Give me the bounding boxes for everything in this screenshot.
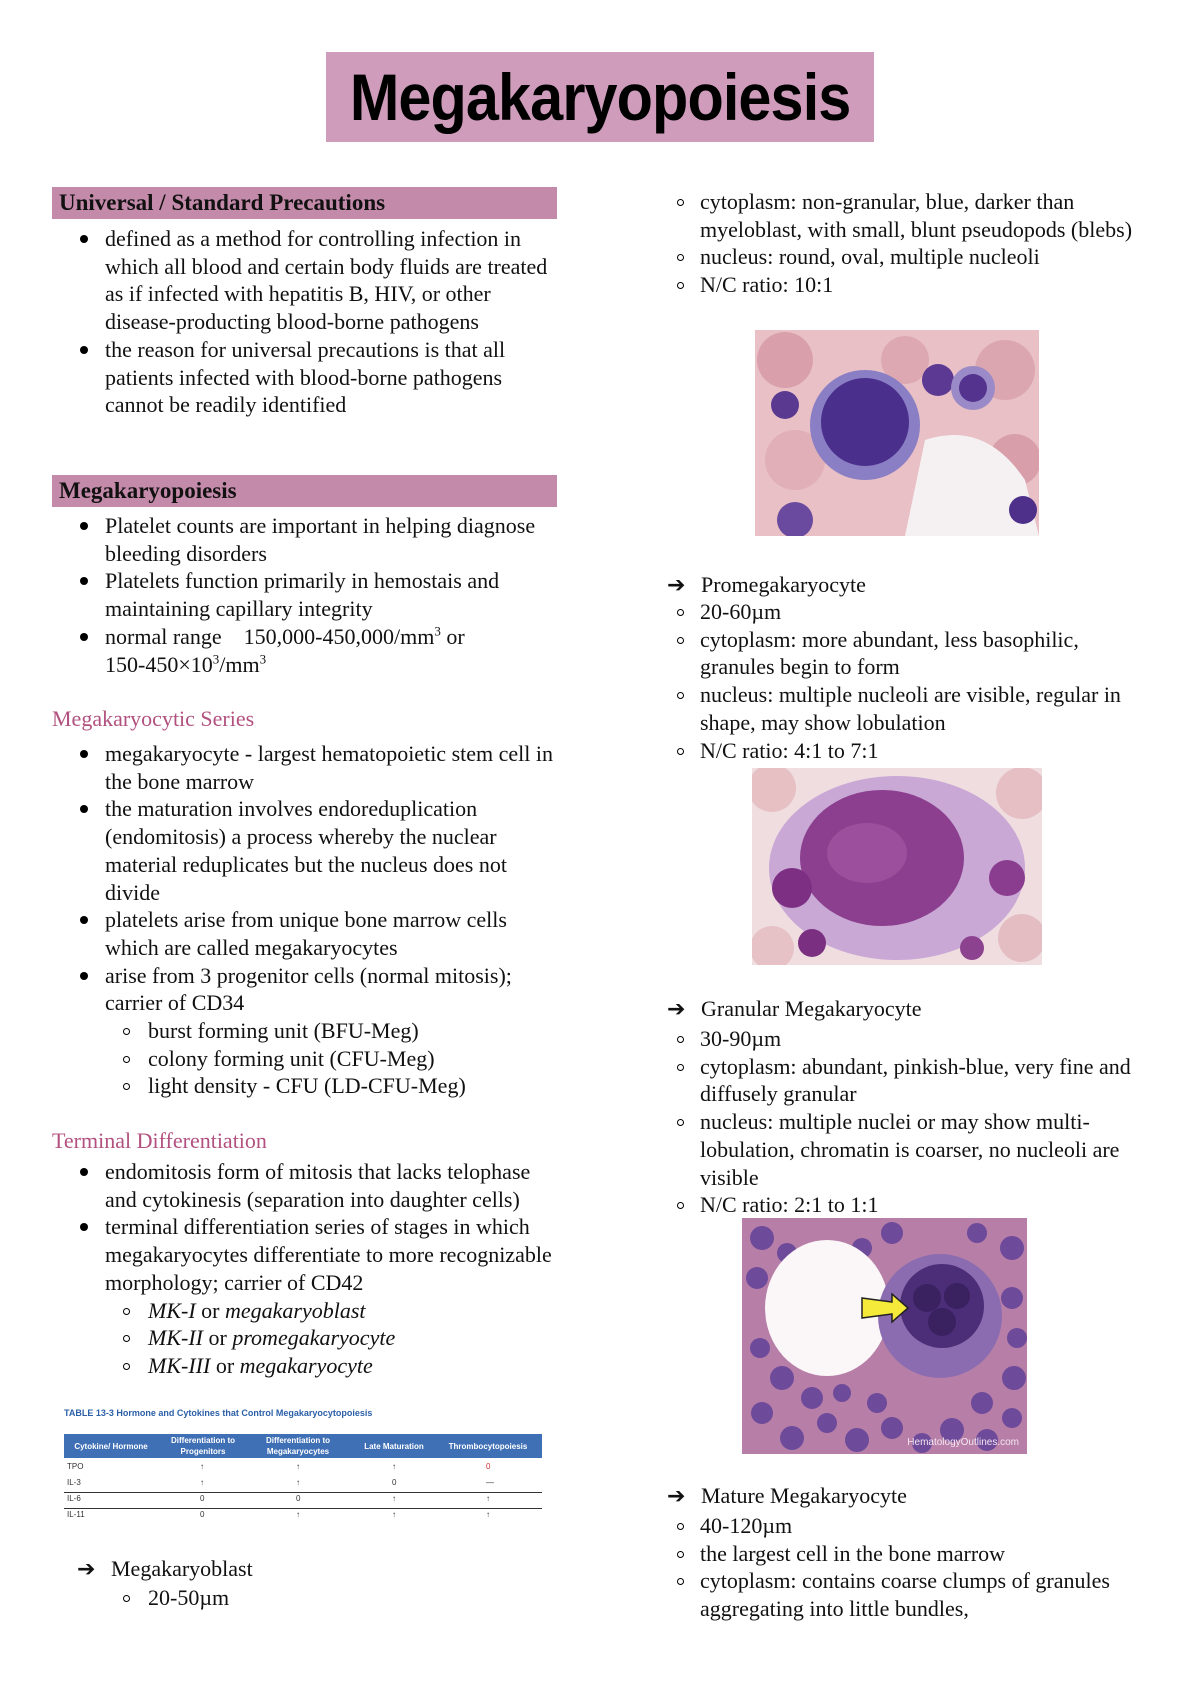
- list-item: terminal differentiation series of stages in which megakaryocytes differentiate to more recognizable morphology; carrier of CD42: [52, 1213, 562, 1296]
- list-item: Platelet counts are important in helping diagnose bleeding disorders: [52, 512, 562, 567]
- stage-item: MK-I or megakaryoblast: [52, 1297, 562, 1325]
- granular-megakaryocyte-micrograph: [742, 1218, 1027, 1454]
- stage-item: MK-II or promegakaryocyte: [52, 1324, 562, 1352]
- table-caption: TABLE 13-3 Hormone and Cytokines that Control Megakaryocytopoiesis: [64, 1408, 373, 1418]
- list-subitem: 20-50µm: [52, 1584, 562, 1612]
- list-subitem: nucleus: multiple nucleoli are visible, regular in shape, may show lobulation: [672, 681, 1142, 736]
- list-subitem: nucleus: multiple nuclei or may show multi-lobulation, chromatin is coarser, no nucleoli are visible: [672, 1108, 1142, 1191]
- promegakaryocyte-heading: ➔ Promegakaryocyte: [667, 572, 866, 598]
- table-header-cell: Cytokine/ Hormone: [74, 1442, 148, 1451]
- table-header-cell: Differentiation to Megakaryocytes: [266, 1436, 330, 1456]
- list-subitem: cytoplasm: more abundant, less basophilic, granules begin to form: [672, 626, 1142, 681]
- list-subitem: 40-120µm: [672, 1512, 1142, 1540]
- cytokine-table: [64, 1408, 544, 1518]
- granular-megakaryocyte-list: [672, 1025, 1142, 1219]
- megakaryoblast-micrograph: [755, 330, 1039, 536]
- section-header-precautions: Universal / Standard Precautions: [52, 187, 557, 219]
- terminal-list: [52, 1158, 562, 1380]
- table-header-cell: Differentiation to Progenitors: [171, 1436, 235, 1456]
- list-item: the reason for universal precautions is that all patients infected with blood-borne pathogens cannot be readily identified: [52, 336, 562, 419]
- section-header-megakaryopoiesis: Megakaryopoiesis: [52, 475, 557, 507]
- list-subitem: N/C ratio: 4:1 to 7:1: [672, 737, 1142, 765]
- micrograph-watermark: HematologyOutlines.com: [907, 1437, 1019, 1448]
- arrow-right-icon: ➔: [77, 1557, 96, 1582]
- list-subitem: 30-90µm: [672, 1025, 1142, 1053]
- subheading-terminal-differentiation: Terminal Differentiation: [52, 1128, 267, 1153]
- list-item: defined as a method for controlling infection in which all blood and certain body fluids are treated as if infected with hepatitis B, HIV, or other disease-producting blood-borne pathogens: [52, 225, 562, 336]
- list-subitem: nucleus: round, oval, multiple nucleoli: [672, 243, 1142, 271]
- megakaryoblast-list: [52, 1584, 562, 1612]
- list-item: arise from 3 progenitor cells (normal mitosis); carrier of CD34: [52, 962, 562, 1017]
- megakaryoblast-continued-list: [672, 188, 1142, 299]
- megakaryopoiesis-list: [52, 512, 562, 678]
- arrow-right-icon: ➔: [667, 573, 686, 598]
- table-header-cell: Late Maturation: [364, 1442, 424, 1451]
- mature-megakaryocyte-heading: ➔ Mature Megakaryocyte: [667, 1483, 907, 1509]
- list-item: megakaryocyte - largest hematopoietic stem cell in the bone marrow: [52, 740, 562, 795]
- list-subitem: light density - CFU (LD-CFU-Meg): [52, 1072, 562, 1100]
- precautions-list: [52, 225, 562, 419]
- table-row: IL-6 0 0 ↑ ↑: [67, 1494, 490, 1503]
- list-subitem: N/C ratio: 2:1 to 1:1: [672, 1191, 1142, 1219]
- list-item: platelets arise from unique bone marrow cells which are called megakaryocytes: [52, 906, 562, 961]
- list-subitem: colony forming unit (CFU-Meg): [52, 1045, 562, 1073]
- granular-megakaryocyte-heading: ➔ Granular Megakaryocyte: [667, 996, 922, 1022]
- list-subitem: cytoplasm: abundant, pinkish-blue, very fine and diffusely granular: [672, 1053, 1142, 1108]
- page-title: Megakaryopoiesis: [326, 52, 874, 142]
- list-subitem: N/C ratio: 10:1: [672, 271, 1142, 299]
- table-header-cell: Thrombocytopoiesis: [448, 1442, 528, 1451]
- table-row: IL-11 0 ↑ ↑ ↑: [67, 1510, 490, 1519]
- list-subitem: cytoplasm: non-granular, blue, darker than myeloblast, with small, blunt pseudopods (blebs): [672, 188, 1142, 243]
- list-subitem: 20-60µm: [672, 598, 1142, 626]
- mature-megakaryocyte-list: [672, 1512, 1142, 1623]
- list-subitem: cytoplasm: contains coarse clumps of granules aggregating into little bundles,: [672, 1567, 1142, 1622]
- subheading-megakaryocytic-series: Megakaryocytic Series: [52, 706, 255, 731]
- arrow-right-icon: ➔: [667, 997, 686, 1022]
- list-item: the maturation involves endoreduplication (endomitosis) a process whereby the nuclear material reduplicates but the nucleus does not divide: [52, 795, 562, 906]
- promegakaryocyte-micrograph: [752, 768, 1042, 965]
- normal-range-item: normal range $150,000-450,000/mm^3$ or $150-450\times 10^3/mm^3$: [52, 623, 562, 678]
- list-subitem: burst forming unit (BFU-Meg): [52, 1017, 562, 1045]
- table-row: IL-3 ↑ ↑ 0 —: [67, 1478, 494, 1487]
- megakaryoblast-heading: ➔ Megakaryoblast: [77, 1556, 253, 1582]
- list-subitem: the largest cell in the bone marrow: [672, 1540, 1142, 1568]
- table-header-row: [64, 1434, 542, 1458]
- series-list: [52, 740, 562, 1100]
- stage-item: MK-III or megakaryocyte: [52, 1352, 562, 1380]
- promegakaryocyte-list: [672, 598, 1142, 764]
- arrow-right-icon: ➔: [667, 1484, 686, 1509]
- list-item: Platelets function primarily in hemostais and maintaining capillary integrity: [52, 567, 562, 622]
- list-item: endomitosis form of mitosis that lacks telophase and cytokinesis (separation into daughter cells): [52, 1158, 562, 1213]
- table-row: TPO ↑ ↑ ↑ 0: [67, 1462, 491, 1471]
